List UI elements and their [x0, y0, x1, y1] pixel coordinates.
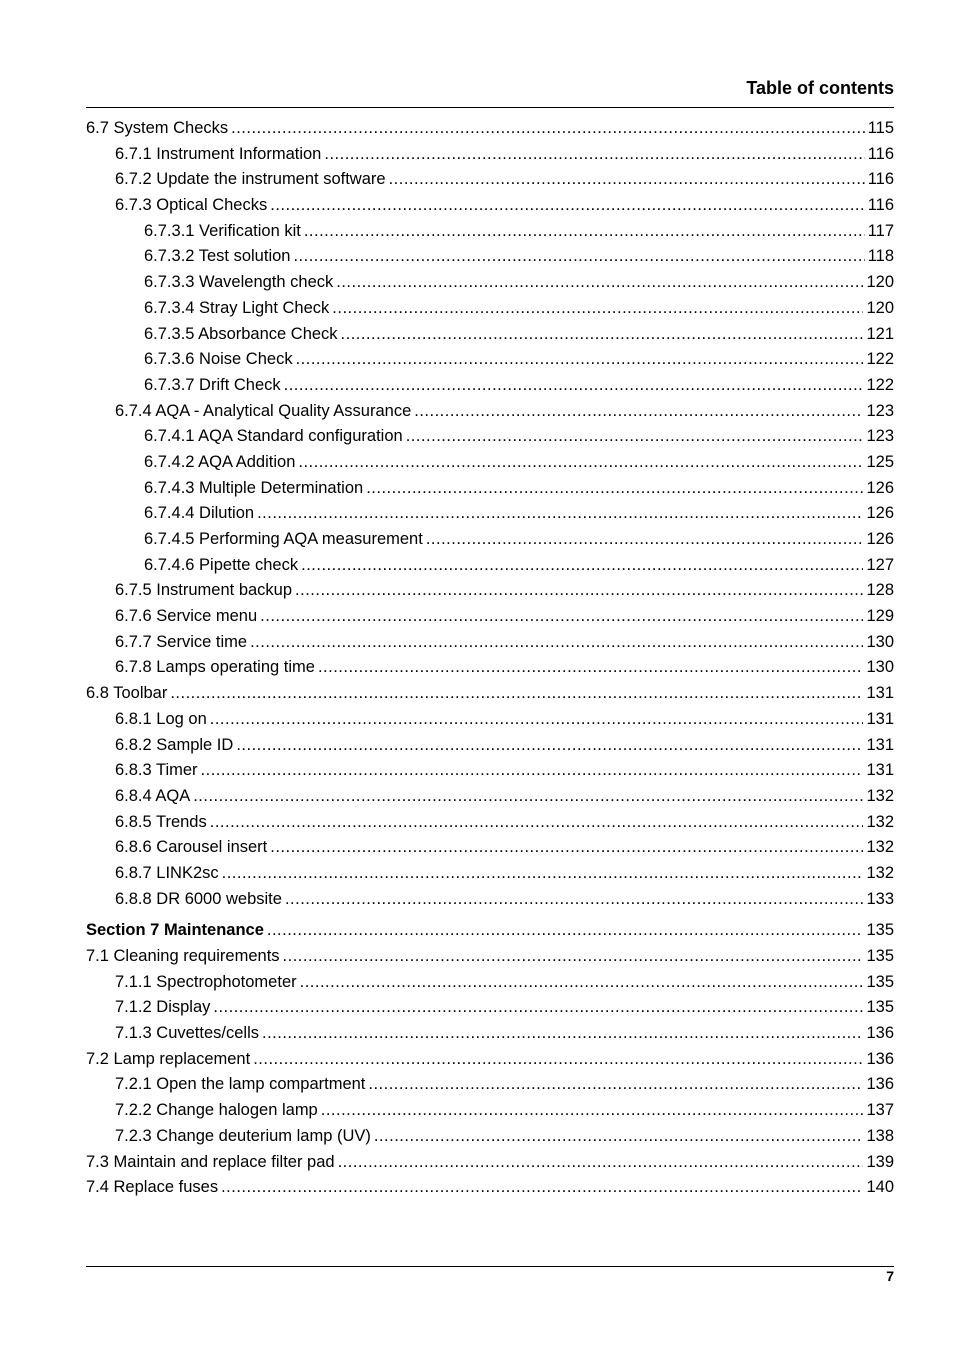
toc-entry-page: 120 [866, 273, 894, 292]
dot-leader [210, 710, 864, 729]
toc-entry-page: 120 [866, 298, 894, 317]
toc-entry[interactable] [86, 736, 894, 762]
toc-entry[interactable] [86, 581, 894, 607]
toc-entry-page: 135 [866, 921, 894, 940]
toc-entry-page: 139 [866, 1152, 894, 1171]
toc-entry-page: 131 [866, 761, 894, 780]
toc-entry-page: 126 [866, 530, 894, 548]
toc-entry[interactable] [86, 1050, 894, 1076]
toc-entry[interactable] [86, 1153, 894, 1179]
dot-leader [250, 633, 863, 652]
toc-entry[interactable] [86, 530, 894, 556]
toc-entry-title: 6.8.4 AQA [115, 786, 191, 805]
toc-entry-title: 6.7.1 Instrument Information [115, 144, 322, 163]
toc-entry[interactable] [86, 890, 894, 916]
toc-entry[interactable] [86, 973, 894, 999]
dot-leader [368, 1075, 863, 1094]
dot-leader [257, 504, 863, 523]
footer-divider [86, 1266, 894, 1267]
toc-entry-page: 130 [866, 658, 894, 677]
toc-entry[interactable] [86, 273, 894, 299]
toc-entry-page: 122 [866, 375, 894, 394]
toc-entry[interactable] [86, 453, 894, 479]
toc-entry[interactable] [86, 504, 894, 530]
toc-entry[interactable] [86, 556, 894, 582]
dot-leader [262, 1024, 863, 1043]
toc-entry-title: 7.2.3 Change deuterium lamp (UV) [115, 1126, 371, 1145]
toc-entry-page: 123 [866, 401, 894, 420]
dot-leader [324, 145, 864, 164]
toc-entry-title: 6.7.4.2 AQA Addition [144, 452, 296, 471]
toc-entry-page: 135 [866, 998, 894, 1017]
toc-entry-page: 136 [866, 1024, 894, 1043]
toc-entry-title: 6.8.3 Timer [115, 761, 198, 780]
toc-entry-title: 6.7.3 Optical Checks [115, 196, 268, 215]
toc-entry-page: 136 [866, 1075, 894, 1094]
toc-entry-title: 6.8 Toolbar [86, 684, 168, 703]
dot-leader [300, 973, 864, 992]
dot-leader [221, 1178, 863, 1197]
toc-entry-title: 7.1 Cleaning requirements [86, 947, 280, 965]
toc-entry-page: 126 [866, 478, 894, 497]
toc-entry[interactable] [86, 864, 894, 890]
dot-leader [283, 947, 864, 966]
toc-entry-page: 116 [867, 144, 894, 163]
toc-entry-title: 6.7.3.6 Noise Check [144, 350, 293, 369]
toc-entry[interactable] [86, 247, 894, 273]
dot-leader [253, 1050, 863, 1069]
toc-entry-title: 7.2.2 Change halogen lamp [115, 1101, 318, 1120]
toc-entry[interactable] [86, 376, 894, 402]
toc-entry-title: 6.8.5 Trends [115, 812, 207, 831]
toc-entry[interactable] [86, 299, 894, 325]
toc-entry-title: 6.7.8 Lamps operating time [115, 658, 315, 677]
dot-leader [341, 325, 864, 344]
toc-entry-page: 122 [866, 350, 894, 369]
toc-entry-title: 7.1.1 Spectrophotometer [115, 972, 297, 991]
toc-entry-title: 6.7.3.7 Drift Check [144, 375, 281, 394]
toc-entry[interactable] [86, 838, 894, 864]
dot-leader [213, 998, 863, 1017]
toc-entry-title: 6.7.5 Instrument backup [115, 581, 293, 600]
dot-leader [231, 119, 865, 138]
dot-leader [201, 761, 864, 780]
dot-leader [301, 556, 863, 575]
toc-entry-title: 6.7.3.4 Stray Light Check [144, 298, 330, 317]
dot-leader [267, 921, 864, 940]
table-of-contents [86, 119, 894, 1204]
toc-entry[interactable] [86, 402, 894, 428]
toc-entry-title: 6.7.3.5 Absorbance Check [144, 324, 338, 343]
toc-entry[interactable] [86, 1075, 894, 1101]
toc-entry-title: 6.7.6 Service menu [115, 607, 258, 626]
toc-entry-title: 7.1.2 Display [115, 998, 211, 1017]
dot-leader [318, 658, 864, 677]
toc-entry[interactable] [86, 947, 894, 973]
toc-entry[interactable] [86, 325, 894, 351]
toc-entry-title: 7.3 Maintain and replace filter pad [86, 1152, 335, 1171]
toc-entry-page: 116 [867, 196, 894, 215]
toc-entry-title: 6.7.3.1 Verification kit [144, 221, 301, 240]
toc-entry-title: 6.8.8 DR 6000 website [115, 889, 282, 908]
toc-entry[interactable] [86, 658, 894, 684]
toc-entry-page: 138 [866, 1126, 894, 1145]
toc-entry-title: 6.7.2 Update the instrument software [115, 170, 386, 189]
toc-entry-page: 136 [866, 1049, 894, 1068]
toc-entry-title: 6.7.4.1 AQA Standard configuration [144, 427, 403, 446]
toc-entry-page: 127 [866, 555, 894, 574]
toc-entry[interactable] [86, 710, 894, 736]
dot-leader [284, 376, 864, 395]
toc-entry-page: 116 [867, 170, 894, 189]
toc-entry[interactable] [86, 222, 894, 248]
toc-entry[interactable] [86, 998, 894, 1024]
toc-entry-title: 6.7.7 Service time [115, 632, 248, 651]
toc-entry-page: 129 [866, 607, 894, 626]
toc-entry-page: 126 [866, 504, 894, 523]
toc-entry-page: 130 [866, 632, 894, 651]
toc-entry-page: 132 [866, 786, 894, 805]
dot-leader [295, 581, 863, 600]
dot-leader [338, 1153, 864, 1172]
dot-leader [236, 736, 863, 755]
toc-entry[interactable] [86, 633, 894, 659]
dot-leader [321, 1101, 864, 1120]
toc-entry-title: 6.7 System Checks [86, 119, 229, 137]
page-number: 7 [886, 1268, 894, 1284]
toc-entry[interactable] [86, 684, 894, 710]
toc-entry-page: 135 [866, 947, 894, 965]
dot-leader [389, 170, 865, 189]
dot-leader [293, 247, 864, 266]
toc-entry[interactable] [86, 119, 894, 145]
toc-entry-page: 132 [866, 838, 894, 857]
dot-leader [414, 402, 863, 421]
toc-entry[interactable] [86, 196, 894, 222]
dot-leader [296, 350, 864, 369]
toc-entry[interactable] [86, 921, 894, 947]
dot-leader [270, 196, 864, 215]
dot-leader [298, 453, 863, 472]
toc-entry-title: 6.8.6 Carousel insert [115, 838, 268, 857]
toc-entry-title: 6.7.3.3 Wavelength check [144, 273, 334, 292]
toc-entry-title: 6.8.1 Log on [115, 709, 207, 728]
toc-entry[interactable] [86, 170, 894, 196]
toc-entry-page: 132 [866, 812, 894, 831]
toc-entry-title: 7.4 Replace fuses [86, 1178, 219, 1197]
header-divider [86, 107, 894, 108]
dot-leader [366, 479, 863, 498]
toc-entry-page: 118 [867, 247, 894, 266]
toc-entry-page: 131 [866, 709, 894, 728]
toc-entry-page: 140 [866, 1178, 894, 1197]
toc-entry[interactable] [86, 1127, 894, 1153]
toc-entry-title: 6.7.4 AQA - Analytical Quality Assurance [115, 401, 412, 420]
toc-entry[interactable] [86, 427, 894, 453]
toc-entry-page: 135 [866, 972, 894, 991]
dot-leader [222, 864, 864, 883]
toc-entry[interactable] [86, 350, 894, 376]
toc-entry-title: 6.8.2 Sample ID [115, 735, 234, 754]
toc-entry-title: 7.1.3 Cuvettes/cells [115, 1024, 259, 1043]
toc-entry-page: 117 [867, 221, 894, 240]
toc-entry[interactable] [86, 607, 894, 633]
dot-leader [426, 530, 864, 549]
toc-entry-title: 6.7.4.5 Performing AQA measurement [144, 530, 423, 548]
toc-entry[interactable] [86, 761, 894, 787]
toc-entry-title: 6.7.4.3 Multiple Determination [144, 478, 364, 497]
toc-entry[interactable] [86, 1178, 894, 1204]
dot-leader [193, 787, 863, 806]
dot-leader [260, 607, 863, 626]
toc-entry[interactable] [86, 145, 894, 171]
dot-leader [170, 684, 863, 703]
dot-leader [270, 838, 863, 857]
toc-entry-page: 133 [866, 889, 894, 908]
page-header-title: Table of contents [746, 78, 894, 98]
toc-entry-title: 7.2.1 Open the lamp compartment [115, 1075, 366, 1094]
toc-entry[interactable] [86, 1024, 894, 1050]
toc-entry-page: 123 [866, 427, 894, 446]
toc-entry-title: 6.7.4.4 Dilution [144, 504, 255, 523]
toc-entry[interactable] [86, 479, 894, 505]
dot-leader [304, 222, 865, 241]
dot-leader [332, 299, 863, 318]
dot-leader [336, 273, 863, 292]
toc-entry-title: 6.8.7 LINK2sc [115, 863, 219, 882]
toc-entry-page: 131 [866, 735, 894, 754]
toc-entry-page: 125 [866, 452, 894, 471]
toc-entry-title: 6.7.3.2 Test solution [144, 247, 291, 266]
toc-entry[interactable] [86, 813, 894, 839]
toc-entry-title: Section 7 Maintenance [86, 921, 264, 940]
toc-entry-page: 137 [866, 1101, 894, 1120]
toc-entry-title: 6.7.4.6 Pipette check [144, 555, 299, 574]
toc-entry-page: 121 [866, 324, 894, 343]
dot-leader [374, 1127, 864, 1146]
dot-leader [285, 890, 864, 909]
toc-entry-title: 7.2 Lamp replacement [86, 1049, 251, 1068]
dot-leader [210, 813, 864, 832]
toc-entry[interactable] [86, 1101, 894, 1127]
toc-entry[interactable] [86, 787, 894, 813]
toc-entry-page: 132 [866, 863, 894, 882]
dot-leader [406, 427, 864, 446]
toc-entry-page: 115 [867, 119, 894, 137]
toc-entry-page: 128 [866, 581, 894, 600]
toc-entry-page: 131 [866, 684, 894, 703]
